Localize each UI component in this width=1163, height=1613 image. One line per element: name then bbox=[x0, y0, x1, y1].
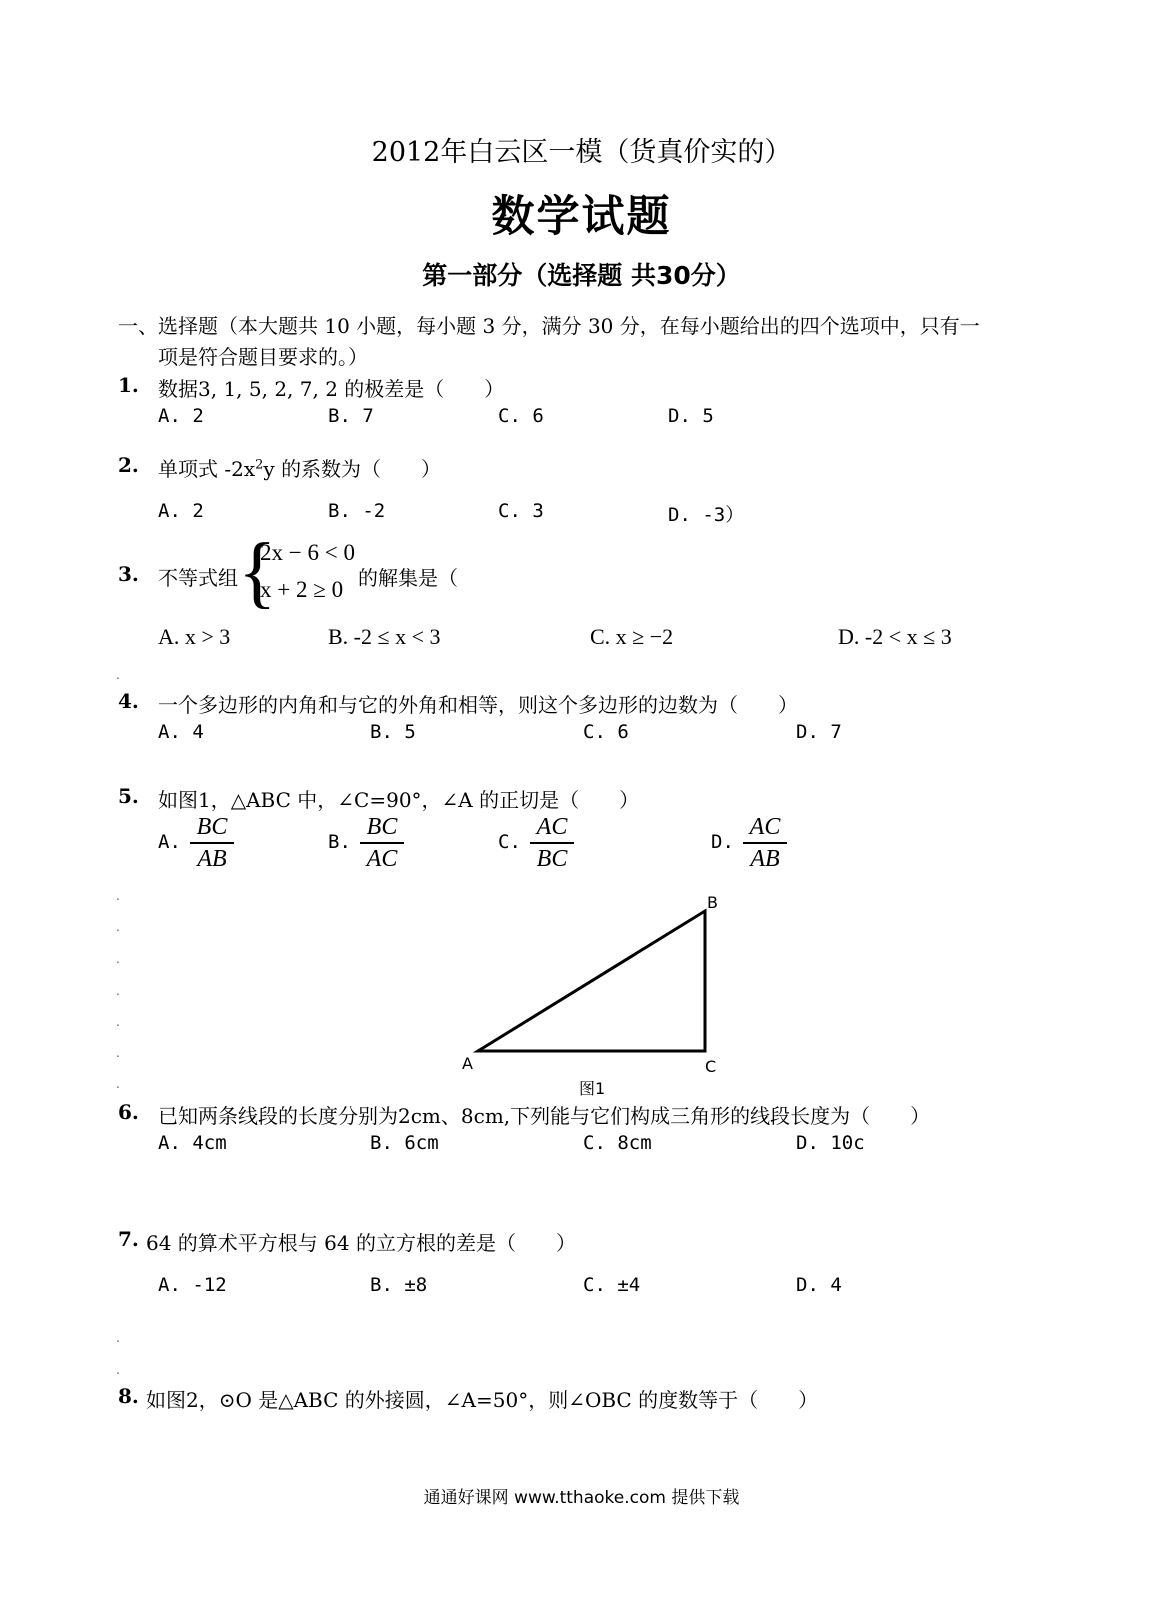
margin-dot: . bbox=[116, 889, 120, 903]
q6-option-a: A. 4cm bbox=[158, 1132, 227, 1154]
q7-option-b: B. ±8 bbox=[370, 1274, 428, 1296]
question-number: 5. bbox=[118, 784, 139, 808]
q2-option-a: A. 2 bbox=[158, 500, 204, 522]
margin-dot: . bbox=[116, 952, 120, 966]
q1-option-b: B. 7 bbox=[328, 405, 374, 427]
margin-dot: . bbox=[116, 984, 120, 998]
q4-option-a: A. 4 bbox=[158, 721, 204, 743]
q3-text-pre: 不等式组 bbox=[158, 566, 238, 590]
question-number: 1. bbox=[118, 373, 139, 397]
q3-option-c: C. x ≥ −2 bbox=[590, 624, 674, 649]
denominator: AB bbox=[750, 846, 780, 872]
q2-option-d: D. -3） bbox=[668, 504, 745, 526]
vertex-label-b: B bbox=[707, 893, 718, 912]
q3-option-d: D. -2 < x ≤ 3 bbox=[838, 624, 952, 649]
q1-option-a: A. 2 bbox=[158, 405, 204, 427]
q3-option-a: A. x > 3 bbox=[158, 624, 231, 649]
q2-option-c: C. 3 bbox=[498, 500, 544, 522]
numerator: AC bbox=[536, 814, 568, 840]
q3-text-post: 的解集是（ bbox=[358, 566, 458, 590]
question-8-text: 如图2，⊙O 是△ABC 的外接圆，∠A=50°，则∠OBC 的度数等于（ ） bbox=[146, 1388, 819, 1412]
q4-option-b: B. 5 bbox=[370, 721, 416, 743]
numerator: BC bbox=[196, 814, 228, 840]
q5-option-c-fraction bbox=[530, 812, 574, 874]
q3-option-b: B. -2 ≤ x < 3 bbox=[328, 624, 441, 649]
triangle-abc bbox=[478, 911, 705, 1051]
margin-dot: . bbox=[116, 1077, 120, 1091]
q6-option-b: B. 6cm bbox=[370, 1132, 439, 1154]
q2-option-b: B. -2 bbox=[328, 500, 386, 522]
question-7-text: 64 的算术平方根与 64 的立方根的差是（ ） bbox=[146, 1231, 576, 1255]
q1-option-d: D. 5 bbox=[668, 405, 714, 427]
figure-1-triangle bbox=[440, 885, 760, 1100]
margin-dot: . bbox=[116, 668, 120, 682]
q1-option-c: C. 6 bbox=[498, 405, 544, 427]
question-6-text: 已知两条线段的长度分别为2cm、8cm,下列能与它们构成三角形的线段长度为（ ） bbox=[158, 1104, 931, 1128]
question-2-text bbox=[158, 453, 441, 482]
margin-dot: . bbox=[116, 920, 120, 934]
question-1-text: 数据3, 1, 5, 2, 7, 2 的极差是（ ） bbox=[158, 377, 505, 401]
section-heading-line2: 项是符合题目要求的。） bbox=[158, 345, 368, 369]
question-number: 4. bbox=[118, 689, 139, 713]
subject-title: 数学试题 bbox=[491, 192, 672, 242]
system-brace: { bbox=[238, 528, 277, 616]
section-heading-line1: 一、选择题（本大题共 10 小题，每小题 3 分，满分 30 分，在每小题给出的四个选项中，只有一 bbox=[118, 314, 980, 338]
q4-option-d: D. 7 bbox=[796, 721, 842, 743]
q6-option-d: D. 10c bbox=[796, 1132, 865, 1154]
q2-exponent: 2 bbox=[255, 457, 264, 473]
download-footer: 通通好课网 www.tthaoke.com 提供下载 bbox=[423, 1488, 740, 1508]
denominator: AC bbox=[366, 846, 398, 872]
numerator: BC bbox=[366, 814, 398, 840]
question-4-text: 一个多边形的内角和与它的外角和相等，则这个多边形的边数为（ ） bbox=[158, 693, 798, 717]
q5-option-d-label: D. bbox=[711, 831, 734, 853]
figure-caption: 图1 bbox=[579, 1079, 606, 1098]
numerator: AC bbox=[749, 814, 781, 840]
margin-dot: . bbox=[116, 1363, 120, 1377]
margin-dot: . bbox=[116, 1331, 120, 1345]
q7-option-c: C. ±4 bbox=[583, 1274, 641, 1296]
denominator: BC bbox=[536, 846, 568, 872]
part-title: 第一部分（选择题 共30分） bbox=[422, 261, 741, 290]
vertex-label-c: C bbox=[705, 1057, 717, 1076]
q5-option-d-fraction bbox=[743, 812, 787, 874]
q5-option-a-fraction bbox=[190, 812, 234, 874]
question-5-text: 如图1，△ABC 中，∠C=90°，∠A 的正切是（ ） bbox=[158, 788, 640, 812]
margin-dot: . bbox=[116, 1046, 120, 1060]
q3-inequality-2: x + 2 ≥ 0 bbox=[260, 577, 344, 602]
q2-text-post: y 的系数为（ ） bbox=[263, 457, 442, 481]
q6-option-c: C. 8cm bbox=[583, 1132, 652, 1154]
q5-option-a-label: A. bbox=[158, 831, 181, 853]
q7-option-d: D. 4 bbox=[796, 1274, 842, 1296]
denominator: AB bbox=[197, 846, 227, 872]
q3-inequality-1: 2x − 6 < 0 bbox=[260, 540, 355, 565]
vertex-label-a: A bbox=[462, 1054, 473, 1073]
q4-option-c: C. 6 bbox=[583, 721, 629, 743]
q5-option-b-label: B. bbox=[328, 831, 351, 853]
q5-option-c-label: C. bbox=[498, 831, 521, 853]
q7-option-a: A. -12 bbox=[158, 1274, 227, 1296]
q5-option-b-fraction bbox=[360, 812, 404, 874]
margin-dot: . bbox=[116, 1015, 120, 1029]
question-number: 8. bbox=[118, 1384, 139, 1408]
exam-title: 2012年白云区一模（货真价实的） bbox=[371, 137, 792, 168]
q2-text-pre: 单项式 -2x bbox=[158, 457, 256, 481]
question-number: 6. bbox=[118, 1100, 139, 1124]
question-number: 2. bbox=[118, 453, 139, 477]
question-number: 3. bbox=[118, 562, 139, 586]
question-number: 7. bbox=[118, 1227, 139, 1251]
